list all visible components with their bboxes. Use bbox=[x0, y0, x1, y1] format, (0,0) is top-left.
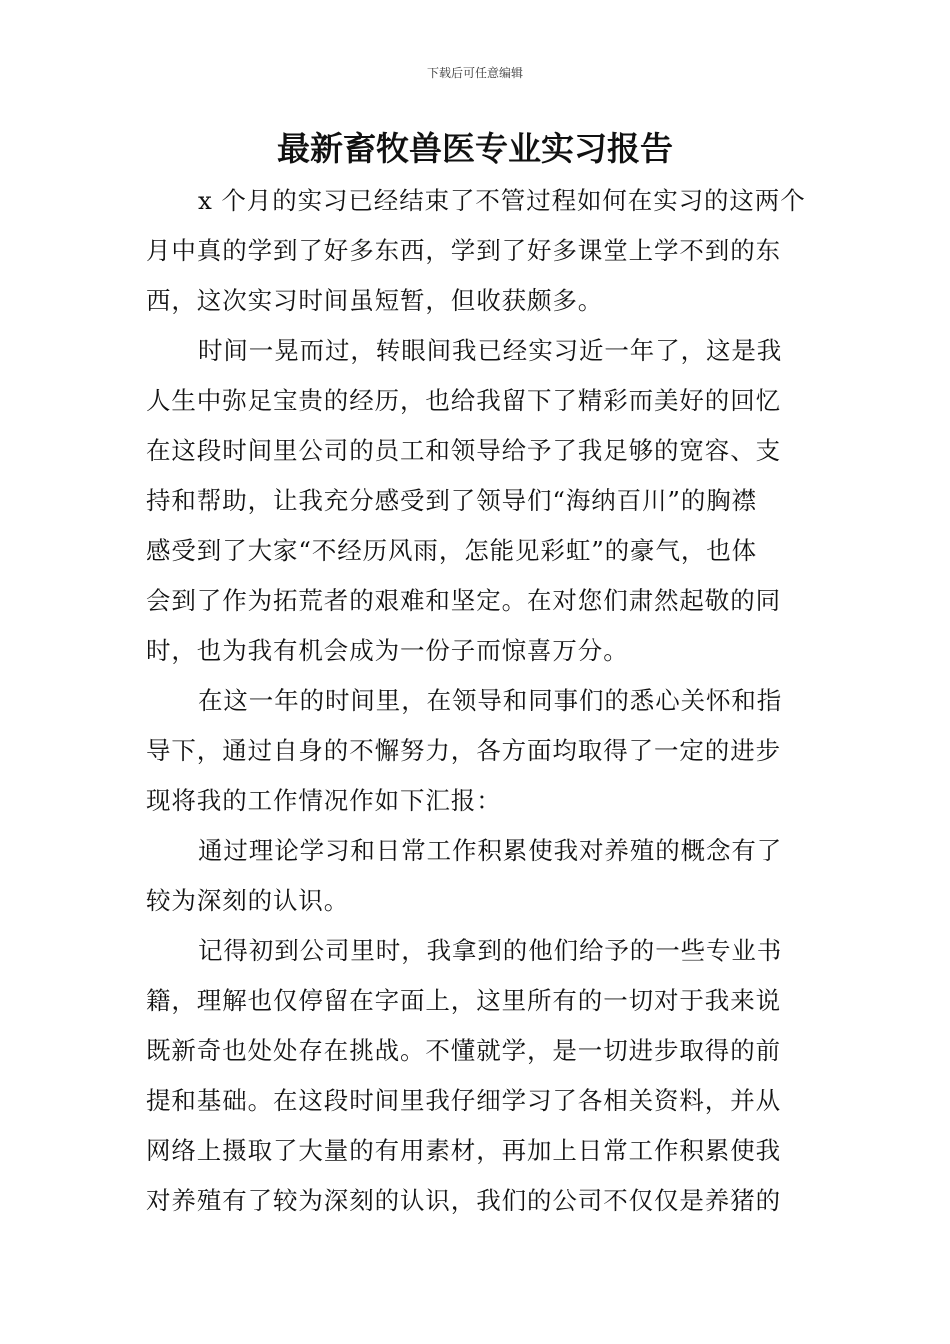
text-line: 时间一晃而过，转眼间我已经实习近一年了，这是我 bbox=[198, 336, 783, 365]
text-line: 网络上摄取了大量的有用素材，再加上日常工作积累使我 bbox=[146, 1136, 781, 1165]
text-line: 对养殖有了较为深刻的认识，我们的公司不仅仅是养猪的 bbox=[146, 1186, 781, 1215]
text-line: 在这段时间里公司的员工和领导给予了我足够的宽容、支 bbox=[146, 436, 781, 465]
text-line: 现将我的工作情况作如下汇报： bbox=[146, 786, 502, 815]
text-line: 时，也为我有机会成为一份子而惊喜万分。 bbox=[146, 636, 629, 665]
text-line: 感受到了大家“不经历风雨，怎能见彩虹”的豪气，也体 bbox=[146, 536, 758, 565]
text-line: 既新奇也处处存在挑战。不懂就学，是一切进步取得的前 bbox=[146, 1036, 781, 1065]
body-text bbox=[146, 176, 807, 1226]
text-line: 持和帮助，让我充分感受到了领导们“海纳百川”的胸襟 bbox=[146, 486, 758, 515]
text-line: 提和基础。在这段时间里我仔细学习了各相关资料，并从 bbox=[146, 1086, 781, 1115]
text-line: x 个月的实习已经结束了不管过程如何在实习的这两个 bbox=[198, 186, 806, 215]
text-line: 月中真的学到了好多东西，学到了好多课堂上学不到的东 bbox=[146, 236, 781, 265]
text-line: 较为深刻的认识。 bbox=[146, 886, 350, 915]
text-line: 西，这次实习时间虽短暂，但收获颇多。 bbox=[146, 286, 604, 315]
text-line: 人生中弥足宝贵的经历，也给我留下了精彩而美好的回忆 bbox=[146, 386, 781, 415]
header-note: 下载后可任意编辑 bbox=[426, 66, 523, 80]
text-line: 导下，通过自身的不懈努力，各方面均取得了一定的进步 bbox=[146, 736, 781, 765]
text-line: 会到了作为拓荒者的艰难和坚定。在对您们肃然起敬的同 bbox=[146, 586, 781, 615]
text-line: 通过理论学习和日常工作积累使我对养殖的概念有了 bbox=[198, 836, 783, 865]
text-line: 记得初到公司里时，我拿到的他们给予的一些专业书 bbox=[198, 936, 783, 965]
text-line: 籍，理解也仅停留在字面上，这里所有的一切对于我来说 bbox=[146, 986, 781, 1015]
text-line: 在这一年的时间里，在领导和同事们的悉心关怀和指 bbox=[198, 686, 783, 715]
page-title: 最新畜牧兽医专业实习报告 bbox=[277, 129, 673, 168]
